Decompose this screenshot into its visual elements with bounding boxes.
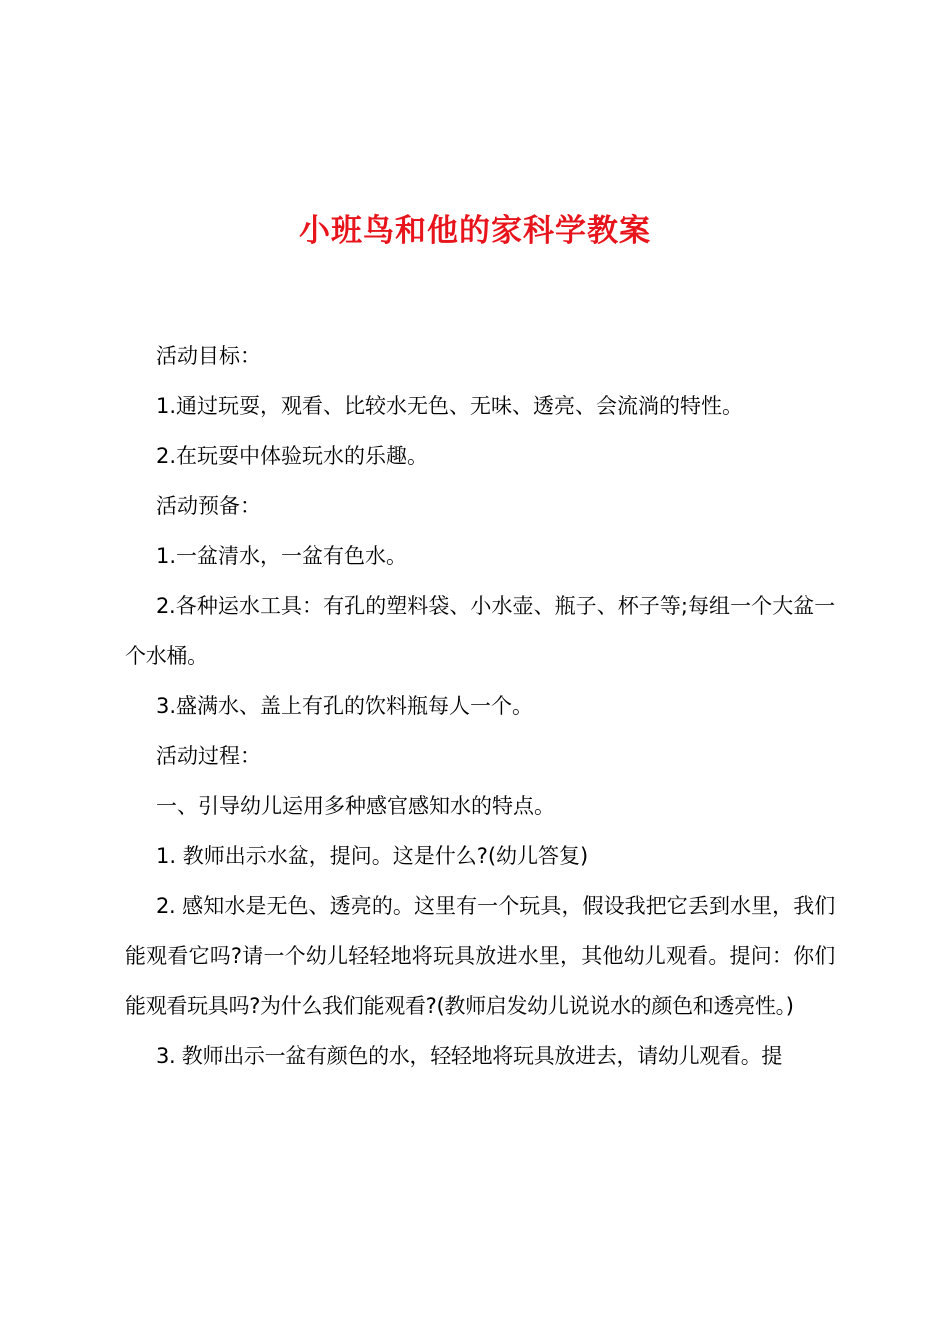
- section-heading-goals: 活动目标：: [156, 344, 261, 368]
- process-step-1: 1. 教师出示水盆，提问。这是什么?(幼儿答复): [156, 844, 589, 868]
- process-step-2: 2. 感知水是无色、透亮的。这里有一个玩具，假设我把它丢到水里，我们能观看它吗?请一个幼儿轻轻地将玩具放进水里，其他幼儿观看。提问：你们能观看玩具吗?为什么我们能观看?(教师启发幼儿说说水的颜色和透亮性。): [125, 894, 835, 1018]
- preparation-item-1: 1.一盆清水，一盆有色水。: [156, 544, 408, 568]
- process-step-heading-1: 一、引导幼儿运用多种感官感知水的特点。: [156, 794, 555, 818]
- process-step-3: 3. 教师出示一盆有颜色的水，轻轻地将玩具放进去，请幼儿观看。提: [156, 1044, 783, 1068]
- goal-item-2: 2.在玩耍中体验玩水的乐趣。: [156, 444, 429, 468]
- document-title: 小班鸟和他的家科学教案: [299, 213, 651, 249]
- document-body: [125, 331, 835, 1081]
- section-heading-process: 活动过程：: [156, 744, 261, 768]
- preparation-item-2: 2.各种运水工具：有孔的塑料袋、小水壶、瓶子、杯子等;每组一个大盆一个水桶。: [125, 594, 835, 668]
- section-heading-preparation: 活动预备：: [156, 494, 261, 518]
- goal-item-1: 1.通过玩耍，观看、比较水无色、无味、透亮、会流淌的特性。: [156, 394, 744, 418]
- preparation-item-3: 3.盛满水、盖上有孔的饮料瓶每人一个。: [156, 694, 534, 718]
